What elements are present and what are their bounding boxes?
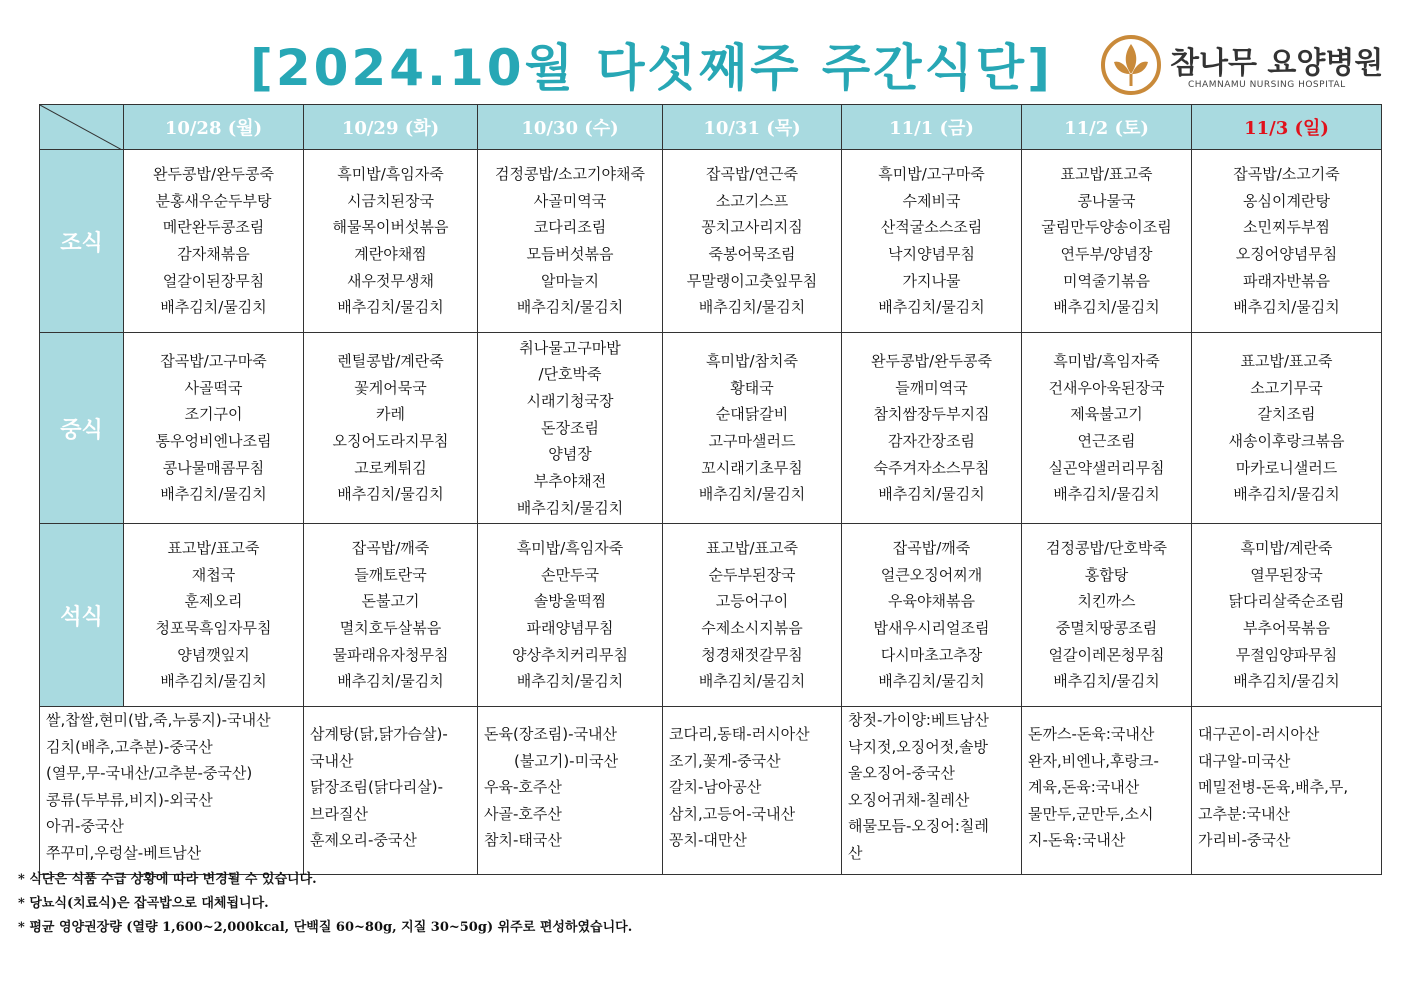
- menu-item: 갈치조림: [1257, 405, 1316, 424]
- origin-cell: [663, 707, 842, 875]
- menu-cell: [842, 333, 1022, 524]
- menu-item: 제육불고기: [1070, 405, 1143, 424]
- menu-item: 미역줄기볶음: [1063, 271, 1150, 290]
- menu-item: 양상추치커리무침: [512, 645, 628, 664]
- menu-item: 열무된장국: [1250, 565, 1323, 584]
- menu-item: 배추김치/물김치: [1053, 672, 1160, 691]
- origin-line: 대구알-미국산: [1198, 751, 1291, 770]
- origin-line: 지-돈육:국내산: [1028, 831, 1126, 849]
- menu-item: 양념깻잎지: [177, 645, 250, 664]
- menu-item: 배추김치/물김치: [160, 672, 267, 691]
- menu-cell: [1192, 333, 1382, 524]
- origin-line: 돈까스-돈육:국내산: [1028, 725, 1155, 743]
- menu-cell: [1022, 524, 1192, 707]
- menu-item: 흑미밥/고구마죽: [878, 164, 985, 183]
- menu-item: 배추김치/물김치: [1233, 485, 1340, 504]
- menu-item: 꽁치고사리지짐: [701, 218, 803, 237]
- menu-item: 순대닭갈비: [715, 405, 789, 424]
- menu-cell: [124, 150, 304, 333]
- menu-item: 들깨토란국: [354, 565, 427, 584]
- origin-line: 닭장조림(닭다리살)-: [310, 778, 444, 796]
- origin-line: 갈치-남아공산: [669, 778, 762, 796]
- menu-notes: [18, 868, 632, 940]
- menu-item: 소민찌두부찜: [1243, 218, 1330, 237]
- menu-item: 검정콩밥/소고기야채죽: [495, 164, 645, 183]
- menu-item: 배추김치/물김치: [337, 672, 444, 691]
- menu-item: 시금치된장국: [347, 191, 434, 210]
- menu-item: 고구마샐러드: [708, 432, 796, 450]
- menu-item: 닭다리살죽순조림: [1228, 592, 1345, 611]
- day-header: 10/31 (목): [663, 105, 842, 150]
- menu-item: 잡곡밥/고구마죽: [160, 351, 267, 370]
- meal-row: [40, 333, 1382, 524]
- menu-item: 통우엉비엔나조림: [155, 432, 272, 450]
- menu-item: 배추김치/물김치: [337, 485, 444, 504]
- menu-item: 표고밥/표고죽: [1240, 351, 1333, 370]
- menu-item: 배추김치/물김치: [1053, 485, 1160, 504]
- menu-item: 잡곡밥/깨죽: [892, 538, 971, 557]
- menu-item: 다시마초고추장: [880, 645, 983, 664]
- menu-cell: [124, 333, 304, 524]
- menu-item: 참치쌈장두부지짐: [873, 405, 990, 424]
- meal-row: [40, 524, 1382, 707]
- menu-item: 흑미밥/흑임자죽: [516, 538, 624, 557]
- menu-cell: [1192, 524, 1382, 707]
- menu-item: 분홍새우순두부탕: [155, 191, 272, 210]
- menu-item: 숙주겨자소스무침: [873, 458, 990, 477]
- menu-item: 감자간장조림: [888, 432, 975, 450]
- menu-item: 죽봉어묵조림: [708, 245, 796, 263]
- hospital-subtitle: CHAMNAMU NURSING HOSPITAL: [1188, 80, 1346, 90]
- origin-line: 참치-태국산: [484, 831, 562, 849]
- menu-item: 재첩국: [191, 565, 236, 584]
- origin-line: 가리비-중국산: [1198, 831, 1291, 849]
- origin-line: (열무,무-국내산/고추분-중국산): [46, 764, 253, 782]
- origin-line: 대구곤이-러시아산: [1198, 725, 1320, 743]
- origin-line: 콩류(두부류,비지)-외국산: [46, 790, 213, 809]
- menu-cell: [663, 524, 842, 707]
- meal-label: 조식: [40, 150, 124, 333]
- menu-item: 순두부된장국: [708, 565, 796, 584]
- menu-item: 배추김치/물김치: [1053, 298, 1160, 317]
- menu-item: 가지나물: [902, 271, 961, 290]
- menu-cell: [478, 150, 663, 333]
- menu-item: 배추김치/물김치: [878, 298, 985, 317]
- menu-item: 굴림만두양송이조림: [1041, 218, 1172, 237]
- origin-line: 김치(배추,고추분)-중국산: [46, 737, 213, 756]
- menu-item: 콩나물국: [1077, 191, 1136, 210]
- menu-item: 메란완두콩조림: [162, 218, 265, 237]
- menu-item: 파래양념무침: [526, 619, 614, 637]
- menu-item: 잡곡밥/소고기죽: [1233, 164, 1340, 183]
- menu-item: 부추어묵볶음: [1243, 619, 1330, 637]
- menu-item: 손만두국: [541, 565, 599, 584]
- menu-item: 무절임양파무침: [1235, 645, 1338, 664]
- origin-cell: [842, 707, 1022, 875]
- menu-item: 멸치호두살볶음: [339, 619, 442, 637]
- menu-item: 건새우아욱된장국: [1048, 378, 1165, 397]
- origin-line: 해물모듬-오징어:칠레: [848, 817, 989, 835]
- hospital-name: 참나무 요양병원: [1170, 46, 1384, 81]
- menu-item: 산적굴소스조림: [880, 218, 983, 237]
- day-header: 10/30 (수): [478, 105, 663, 150]
- menu-item: 배추김치/물김치: [516, 672, 624, 691]
- origin-line: 우육-호주산: [484, 778, 562, 796]
- menu-item: 꽃게어묵국: [354, 378, 427, 397]
- menu-item: 물파래유자청무침: [332, 645, 449, 664]
- menu-item: 돈장조림: [541, 418, 599, 437]
- origin-line: 낙지젓,오징어젓,솔방: [848, 737, 988, 756]
- note-line: * 식단은 식품 수급 상황에 따라 변경될 수 있습니다.: [18, 872, 317, 887]
- menu-item: 콩나물매콤무침: [162, 458, 265, 477]
- origin-line: 오징어귀채-칠레산: [848, 790, 970, 809]
- menu-item: 해물목이버섯볶음: [332, 218, 449, 237]
- day-header: 11/2 (토): [1022, 105, 1192, 150]
- menu-item: 파래자반볶음: [1243, 271, 1330, 290]
- menu-item: 소고기스프: [715, 191, 789, 210]
- menu-item: 실곤약샐러리무침: [1048, 458, 1165, 477]
- menu-item: 수제비국: [902, 191, 961, 210]
- menu-item: 꼬시래기초무침: [701, 458, 803, 477]
- menu-item: 감자채볶음: [177, 245, 250, 263]
- menu-cell: [1022, 150, 1192, 333]
- menu-item: 홍합탕: [1084, 565, 1129, 584]
- menu-item: 배추김치/물김치: [878, 485, 985, 504]
- menu-item: 알마늘지: [541, 271, 599, 290]
- origin-line: 물만두,군만두,소시: [1028, 804, 1154, 823]
- menu-item: 모듬버섯볶음: [526, 245, 614, 263]
- menu-item: 흑미밥/참치죽: [706, 351, 798, 370]
- menu-item: 소고기무국: [1250, 378, 1323, 397]
- menu-item: 취나물고구마밥: [519, 338, 621, 357]
- diagonal-line: [40, 105, 124, 150]
- menu-item: 완두콩밥/완두콩죽: [871, 351, 992, 370]
- menu-item: 표고밥/표고죽: [167, 538, 260, 557]
- origin-cell: [478, 707, 663, 875]
- hospital-logo: [1100, 34, 1384, 98]
- menu-item: 부추야채전: [533, 472, 607, 491]
- origin-line: 국내산: [310, 751, 354, 770]
- origin-line: 아귀-중국산: [46, 817, 124, 835]
- menu-item: 배추김치/물김치: [516, 498, 624, 517]
- menu-item: 얼큰오징어찌개: [880, 565, 983, 584]
- menu-item: 치킨까스: [1077, 592, 1136, 611]
- menu-item: 옹심이계란탕: [1243, 191, 1330, 210]
- menu-item: 연근조림: [1077, 432, 1136, 450]
- menu-item: 조기구이: [184, 405, 243, 424]
- menu-item: 잡곡밥/깨죽: [351, 538, 430, 557]
- menu-cell: [304, 524, 478, 707]
- menu-item: 배추김치/물김치: [160, 298, 267, 317]
- table-corner-cell: [40, 105, 124, 150]
- origin-line: 계육,돈육:국내산: [1028, 778, 1140, 796]
- note-line: * 평균 영양권장량 (열량 1,600~2,000kcal, 단백질 60~80g, 지질 30~50g) 위주로 편성하였습니다.: [18, 920, 633, 935]
- origin-line: 훈제오리-중국산: [310, 831, 417, 849]
- menu-item: 흑미밥/계란죽: [1240, 538, 1333, 557]
- meal-row: [40, 150, 1382, 333]
- menu-item: 돈불고기: [361, 592, 420, 611]
- menu-item: 청경채젓갈무침: [701, 645, 803, 664]
- menu-item: 배추김치/물김치: [1233, 298, 1340, 317]
- origin-row: [40, 707, 1382, 875]
- menu-cell: [1192, 150, 1382, 333]
- menu-item: 오징어양념무침: [1235, 245, 1338, 263]
- menu-item: 청포묵흑임자무침: [155, 619, 272, 637]
- menu-item: 중멸치땅콩조림: [1055, 619, 1158, 637]
- menu-item: 배추김치/물김치: [160, 485, 267, 504]
- menu-item: 밥새우시리얼조림: [873, 619, 990, 637]
- menu-item: 배추김치/물김치: [878, 672, 985, 691]
- menu-item: 오징어도라지무침: [332, 432, 449, 450]
- menu-item: 우육야채볶음: [888, 592, 975, 611]
- meal-label: 중식: [40, 333, 124, 524]
- origin-line: 쭈꾸미,우렁살-베트남산: [46, 843, 202, 860]
- menu-item: 렌틸콩밥/계란죽: [337, 351, 444, 370]
- menu-item: 배추김치/물김치: [698, 298, 806, 317]
- menu-item: 고로케튀김: [354, 458, 427, 477]
- origin-line: 브라질산: [310, 804, 368, 823]
- menu-item: 시래기청국장: [526, 391, 614, 410]
- origin-line: 메밀전병-돈육,배추,무,: [1198, 778, 1349, 796]
- menu-item: 배추김치/물김치: [1233, 672, 1340, 691]
- menu-item: 완두콩밥/완두콩죽: [153, 164, 274, 183]
- origin-line: 창젓-가이양:베트남산: [848, 711, 989, 729]
- menu-item: 얼갈이레몬청무침: [1048, 645, 1165, 664]
- menu-item: 고등어구이: [715, 592, 789, 611]
- origin-line: 쌀,찹쌀,현미(밥,죽,누룽지)-국내산: [46, 711, 271, 729]
- day-header: 10/29 (화): [304, 105, 478, 150]
- menu-cell: [124, 524, 304, 707]
- menu-item: 표고밥/표고죽: [1060, 164, 1153, 183]
- menu-item: 배추김치/물김치: [337, 298, 444, 317]
- origin-line: 산: [848, 843, 863, 860]
- weekly-menu-table: [39, 104, 1382, 875]
- menu-item: 새우젓무생채: [347, 271, 434, 290]
- menu-item: 수제소시지볶음: [701, 619, 803, 637]
- origin-line: 고추분:국내산: [1198, 804, 1290, 823]
- menu-item: 마카로니샐러드: [1235, 458, 1338, 477]
- menu-item: 잡곡밥/연근죽: [706, 164, 798, 183]
- menu-item: 배추김치/물김치: [698, 485, 806, 504]
- menu-item: 훈제오리: [184, 592, 243, 611]
- origin-line: 삼치,고등어-국내산: [669, 804, 796, 823]
- origin-line: 꽁치-대만산: [669, 831, 747, 849]
- day-header: 11/3 (일): [1192, 105, 1382, 150]
- menu-cell: [842, 524, 1022, 707]
- page-title: [2024.10월 다섯째주 주간식단]: [250, 39, 1053, 97]
- menu-item: 배추김치/물김치: [698, 672, 806, 691]
- menu-item: 연두부/양념장: [1060, 245, 1153, 263]
- menu-cell: [1022, 333, 1192, 524]
- origin-cell: [304, 707, 478, 875]
- menu-item: 계란야채찜: [354, 245, 427, 263]
- origin-cell: [40, 707, 304, 875]
- meal-label: 석식: [40, 524, 124, 707]
- day-header: 10/28 (월): [124, 105, 304, 150]
- note-line: * 당뇨식(치료식)은 잡곡밥으로 대체됩니다.: [18, 896, 269, 911]
- menu-item: 사골미역국: [533, 191, 607, 210]
- menu-item: 무말랭이고춧잎무침: [686, 271, 818, 290]
- menu-item: 양념장: [548, 445, 592, 464]
- menu-item: 황태국: [730, 378, 774, 397]
- origin-line: 울오징어-중국산: [848, 764, 955, 782]
- menu-item: 사골떡국: [184, 378, 243, 397]
- oak-leaf-logo-icon: [1100, 34, 1162, 96]
- menu-item: /단호박죽: [538, 365, 602, 384]
- origin-line: 코다리,동태-러시아산: [669, 725, 810, 743]
- menu-cell: [304, 150, 478, 333]
- menu-cell: [304, 333, 478, 524]
- menu-cell: [663, 333, 842, 524]
- menu-item: 들깨미역국: [895, 378, 968, 397]
- origin-line: 삼계탕(닭,닭가슴살)-: [310, 725, 448, 743]
- day-header: 11/1 (금): [842, 105, 1022, 150]
- origin-line: (불고기)-미국산: [484, 751, 619, 770]
- menu-cell: [842, 150, 1022, 333]
- menu-item: 표고밥/표고죽: [706, 538, 798, 557]
- menu-cell: [663, 150, 842, 333]
- origin-cell: [1192, 707, 1382, 875]
- menu-item: 솔방울떡찜: [533, 592, 607, 611]
- menu-item: 코다리조림: [533, 218, 607, 237]
- menu-item: 배추김치/물김치: [516, 298, 624, 317]
- menu-item: 흑미밥/흑임자죽: [1053, 351, 1160, 370]
- menu-item: 카레: [376, 405, 405, 424]
- origin-line: 조기,꽃게-중국산: [669, 751, 781, 770]
- menu-item: 검정콩밥/단호박죽: [1046, 538, 1167, 557]
- menu-item: 낙지양념무침: [888, 245, 975, 263]
- origin-line: 사골-호주산: [484, 804, 562, 823]
- origin-line: 돈육(장조림)-국내산: [484, 725, 618, 743]
- menu-item: 흑미밥/흑임자죽: [337, 164, 444, 183]
- menu-item: 얼갈이된장무침: [162, 271, 265, 290]
- menu-cell: [478, 524, 663, 707]
- origin-cell: [1022, 707, 1192, 875]
- origin-line: 완자,비엔나,후랑크-: [1028, 751, 1159, 770]
- menu-item: 새송이후랑크볶음: [1228, 432, 1345, 450]
- menu-cell: [478, 333, 663, 524]
